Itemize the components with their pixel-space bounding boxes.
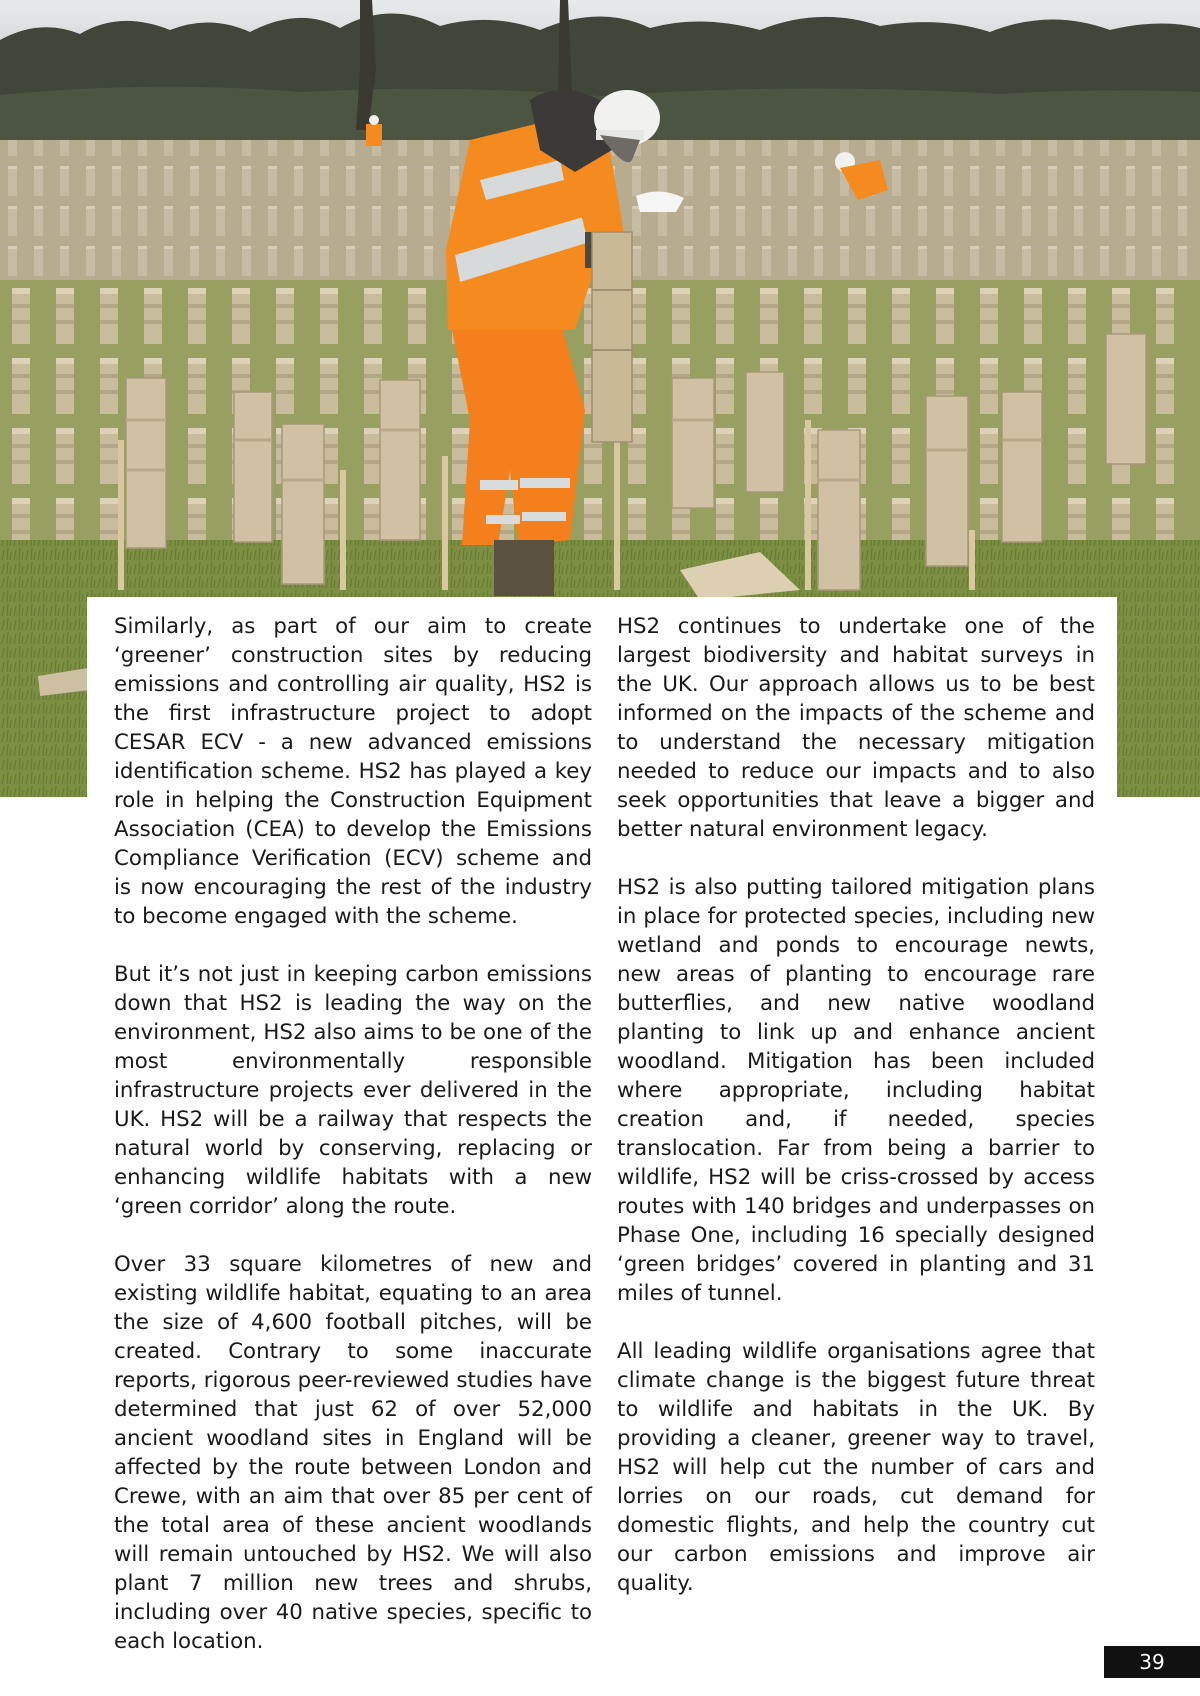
paragraph-climate-change: All leading wildlife organisations agree that climate change is the biggest future threat to wildlife and habitats in the UK. By providing a cleaner, greener way to travel, HS2 will help cut the number of cars and lorries on our roads, cut demand for domestic flights, and help the country cut our carbon emissions and improve air quality. (617, 1339, 1095, 1596)
page-number: 39 (1104, 1646, 1200, 1678)
article-panel (87, 597, 1117, 1654)
paragraph-mitigation-plans: HS2 is also putting tailored mitigation plans in place for protected species, including new wetland and ponds to encourage newts, new areas of planting to encourage rare butterflies, and new native woodland planting to link up and enhance ancient woodland. Mitigation has been included where appropriate, including habitat creation and, if needed, species translocation. Far from being a barrier to wildlife, HS2 will be criss-crossed by access routes with 140 bridges and underpasses on Phase One, including 16 specially designed ‘green bridges’ covered in planting and 31 miles of tunnel. (617, 875, 1095, 1306)
paragraph-biodiversity-surveys: HS2 continues to undertake one of the largest biodiversity and habitat surveys in the UK. Our approach allows us to be best informed on the impacts of the scheme and to understand the necessary mitigation needed to reduce our impacts and to also seek opportunities that leave a bigger and better natural environment legacy. (617, 614, 1095, 842)
article-column-right (617, 612, 1095, 1627)
paragraph-cesar-ecv: Similarly, as part of our aim to create ‘greener’ construction sites by reducing emissions and controlling air quality, HS2 is the first infrastructure project to adopt CESAR ECV - a new advanced emissions identification scheme. HS2 has played a key role in helping the Construction Equipment Association (CEA) to develop the Emissions Compliance Verification (ECV) scheme and is now encouraging the rest of the industry to become engaged with the scheme. (114, 614, 592, 929)
paragraph-green-corridor: But it’s not just in keeping carbon emissions down that HS2 is leading the way on the environment, HS2 also aims to be one of the most environmentally responsible infrastructure projects ever delivered in the UK. HS2 will be a railway that respects the natural world by conserving, replacing or enhancing wildlife habitats with a new ‘green corridor’ along the route. (114, 962, 592, 1219)
paragraph-habitat-woodland: Over 33 square kilometres of new and existing wildlife habitat, equating to an area the size of 4,600 football pitches, will be created. Contrary to some inaccurate reports, rigorous peer-reviewed studies have determined that just 62 of over 52,000 ancient woodland sites in England will be affected by the route between London and Crewe, with an aim that over 85 per cent of the total area of these ancient woodlands will remain untouched by HS2. We will also plant 7 million new trees and shrubs, including over 40 native species, specific to each location. (114, 1252, 592, 1654)
article-column-left (114, 612, 592, 1685)
